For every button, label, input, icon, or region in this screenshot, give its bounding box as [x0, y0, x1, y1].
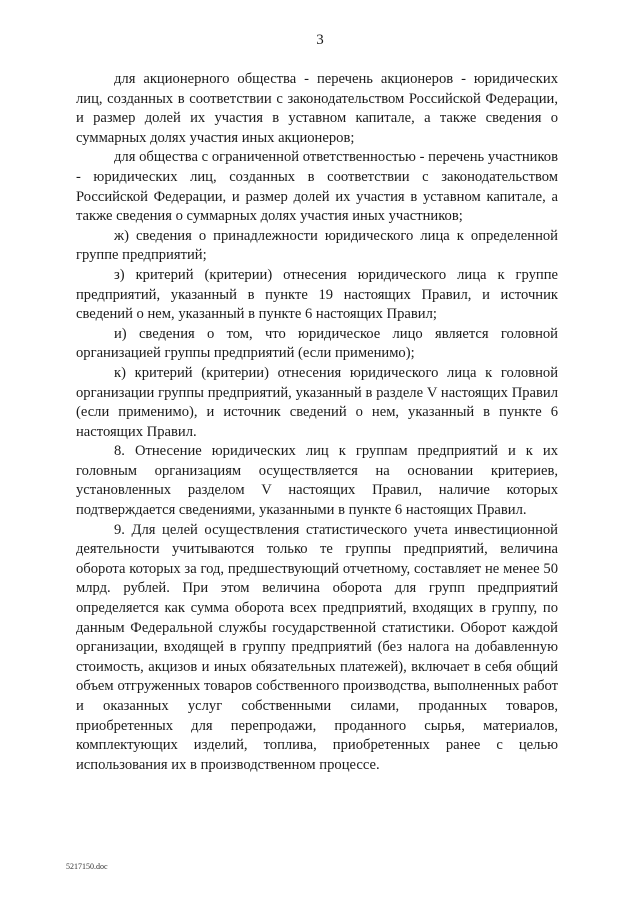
paragraph-item-k: к) критерий (критерии) отнесения юридического лица к головной организации группы предприятий, указанный в разделе V настоящих Правил (если применимо), и источник сведений о нем, указанный в пункте 6 настоящих Правил. — [76, 364, 558, 440]
paragraph-limited-liability-company: для общества с ограниченной ответственностью - перечень участников - юридических лиц, созданных в соответствии с законодательством Российской Федерации, и размер долей их участия в уставном капитале, а также сведения о суммарных долях участия иных участников; — [76, 149, 558, 225]
paragraph-clause-8: 8. Отнесение юридических лиц к группам предприятий и к их головным организациям осуществляется на основании критериев, установленных разделом V настоящих Правил, наличие которых подтверждается сведениями, указанными в пункте 6 настоящих Правил. — [76, 443, 558, 519]
paragraph-item-zh: ж) сведения о принадлежности юридического лица к определенной группе предприятий; — [76, 227, 558, 264]
paragraph-clause-9: 9. Для целей осуществления статистического учета инвестиционной деятельности учитываются только те группы предприятий, величина оборота которых за год, предшествующий отчетному, составляет не менее 50 млрд. рублей. При этом величина оборота для групп предприятий определяется как сумма оборота всех предприятий, входящих в группу, по данным Федеральной службы государственной статистики. Оборот каждой организации, входящей в группу предприятий (без налога на добавленную стоимость, акцизов и иных обязательных платежей), включает в себя общий объем отгруженных товаров собственного производства, выполненных работ и оказанных услуг собственными силами, проданных товаров, приобретенных для перепродажи, проданного сырья, материалов, комплектующих изделий, топлива, приобретенных ранее с целью использования их в производственном процессе. — [76, 521, 558, 773]
paragraph-item-i: и) сведения о том, что юридическое лицо является головной организацией группы предприятий (если применимо); — [76, 325, 558, 362]
paragraph-joint-stock-company: для акционерного общества - перечень акционеров - юридических лиц, созданных в соответствии с законодательством Российской Федерации, и размер долей их участия в уставном капитале, а также сведения о суммарных долях участия иных акционеров; — [76, 71, 558, 146]
document-file-code: 5217150.doc — [66, 862, 108, 871]
paragraph-item-z: з) критерий (критерии) отнесения юридического лица к группе предприятий, указанный в пункте 19 настоящих Правил, и источник сведений о нем, указанный в пункте 6 настоящих Правил; — [76, 266, 558, 323]
page-number: 3 — [316, 32, 324, 48]
document-body — [76, 70, 558, 775]
